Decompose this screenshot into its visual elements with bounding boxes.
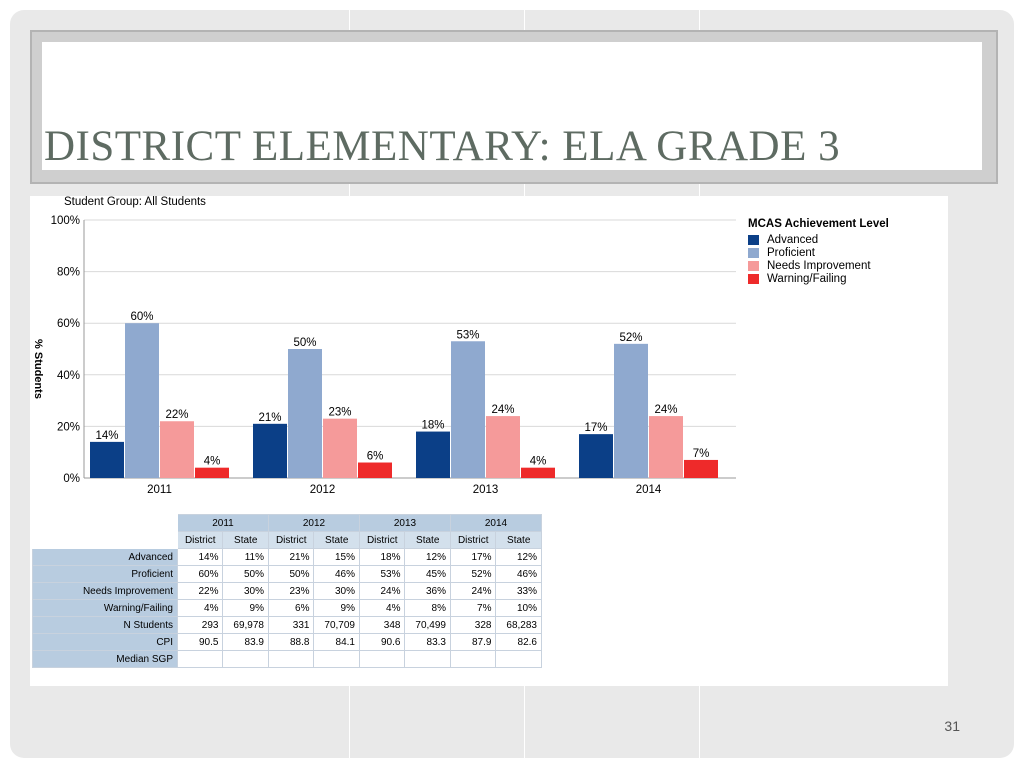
column-subheader: State bbox=[314, 532, 360, 549]
bar-warning-failing bbox=[684, 460, 718, 478]
legend-label: Needs Improvement bbox=[767, 259, 871, 272]
row-header: Median SGP bbox=[33, 651, 178, 668]
slide-title: DISTRICT ELEMENTARY: ELA GRADE 3 bbox=[44, 123, 841, 170]
data-label: 24% bbox=[491, 404, 515, 417]
legend-item bbox=[748, 233, 889, 246]
bar-advanced bbox=[90, 442, 124, 478]
row-header: CPI bbox=[33, 634, 178, 651]
table-cell: 46% bbox=[314, 566, 360, 583]
bar-needs-improvement bbox=[649, 416, 683, 478]
data-label: 7% bbox=[692, 447, 710, 460]
column-subheader: District bbox=[269, 532, 314, 549]
table-cell: 6% bbox=[269, 600, 314, 617]
column-subheader: State bbox=[405, 532, 451, 549]
table-cell: 17% bbox=[451, 549, 496, 566]
table-cell: 21% bbox=[269, 549, 314, 566]
table-cell: 60% bbox=[178, 566, 223, 583]
legend-swatch bbox=[748, 261, 759, 271]
column-subheader: District bbox=[360, 532, 405, 549]
table-cell bbox=[178, 651, 223, 668]
table-cell: 14% bbox=[178, 549, 223, 566]
table-cell: 84.1 bbox=[314, 634, 360, 651]
data-label: 4% bbox=[203, 455, 221, 468]
table-cell: 33% bbox=[496, 583, 542, 600]
table-cell: 70,499 bbox=[405, 617, 451, 634]
table-corner bbox=[33, 515, 178, 532]
bar-needs-improvement bbox=[160, 421, 194, 478]
table-cell: 4% bbox=[178, 600, 223, 617]
table-cell: 83.9 bbox=[223, 634, 269, 651]
table-cell: 24% bbox=[360, 583, 405, 600]
year-header: 2013 bbox=[360, 515, 451, 532]
y-tick-label: 80% bbox=[56, 266, 80, 279]
row-header: Proficient bbox=[33, 566, 178, 583]
table-cell bbox=[496, 651, 542, 668]
table-cell: 9% bbox=[223, 600, 269, 617]
bar-needs-improvement bbox=[486, 416, 520, 478]
table-cell: 36% bbox=[405, 583, 451, 600]
table-cell: 12% bbox=[496, 549, 542, 566]
table-cell: 8% bbox=[405, 600, 451, 617]
table-cell: 90.6 bbox=[360, 634, 405, 651]
row-header: Needs Improvement bbox=[33, 583, 178, 600]
year-header: 2011 bbox=[178, 515, 269, 532]
data-label: 4% bbox=[529, 455, 547, 468]
data-label: 23% bbox=[328, 406, 352, 419]
table-cell: 7% bbox=[451, 600, 496, 617]
table-cell: 88.8 bbox=[269, 634, 314, 651]
chart-panel bbox=[30, 196, 948, 686]
table-cell: 53% bbox=[360, 566, 405, 583]
slide bbox=[10, 10, 1014, 758]
legend-title: MCAS Achievement Level bbox=[748, 218, 889, 230]
table-cell: 45% bbox=[405, 566, 451, 583]
bar-warning-failing bbox=[195, 468, 229, 478]
y-tick-label: 0% bbox=[63, 473, 80, 485]
table-corner bbox=[33, 532, 178, 549]
y-tick-label: 20% bbox=[56, 421, 80, 434]
bar-proficient bbox=[451, 341, 485, 478]
data-label: 22% bbox=[165, 409, 189, 422]
table-cell: 10% bbox=[496, 600, 542, 617]
table-cell: 50% bbox=[223, 566, 269, 583]
table-cell: 69,978 bbox=[223, 617, 269, 634]
bar-chart bbox=[30, 196, 748, 508]
table-cell: 68,283 bbox=[496, 617, 542, 634]
bar-warning-failing bbox=[358, 463, 392, 478]
y-tick-label: 60% bbox=[56, 318, 80, 331]
table-cell: 82.6 bbox=[496, 634, 542, 651]
legend-label: Warning/Failing bbox=[767, 272, 847, 285]
table-row bbox=[33, 600, 542, 617]
table-cell: 90.5 bbox=[178, 634, 223, 651]
legend-item bbox=[748, 259, 889, 272]
data-label: 52% bbox=[619, 331, 643, 344]
table-cell: 52% bbox=[451, 566, 496, 583]
legend-item bbox=[748, 246, 889, 259]
x-tick-label: 2012 bbox=[309, 484, 336, 496]
chart-subtitle: Student Group: All Students bbox=[64, 196, 206, 208]
y-tick-label: 40% bbox=[56, 369, 80, 382]
bar-needs-improvement bbox=[323, 419, 357, 478]
data-label: 50% bbox=[293, 337, 317, 349]
table-cell: 4% bbox=[360, 600, 405, 617]
table-cell bbox=[451, 651, 496, 668]
data-label: 18% bbox=[421, 419, 445, 432]
table-cell: 9% bbox=[314, 600, 360, 617]
legend-swatch bbox=[748, 235, 759, 245]
column-subheader: District bbox=[178, 532, 223, 549]
table-row bbox=[33, 634, 542, 651]
bar-advanced bbox=[253, 424, 287, 478]
table-cell: 15% bbox=[314, 549, 360, 566]
data-label: 21% bbox=[258, 411, 282, 424]
row-header: Advanced bbox=[33, 549, 178, 566]
legend-item bbox=[748, 272, 889, 285]
data-label: 17% bbox=[584, 422, 608, 435]
table-row bbox=[33, 617, 542, 634]
table-header-row bbox=[33, 515, 542, 532]
bar-proficient bbox=[614, 344, 648, 478]
chart-legend bbox=[748, 218, 889, 285]
table-cell: 348 bbox=[360, 617, 405, 634]
results-table bbox=[32, 514, 542, 668]
column-subheader: State bbox=[223, 532, 269, 549]
legend-label: Advanced bbox=[767, 233, 819, 246]
table-cell: 87.9 bbox=[451, 634, 496, 651]
table-cell: 12% bbox=[405, 549, 451, 566]
bar-advanced bbox=[416, 432, 450, 478]
bar-proficient bbox=[125, 323, 159, 478]
column-subheader: District bbox=[451, 532, 496, 549]
column-subheader: State bbox=[496, 532, 542, 549]
data-label: 60% bbox=[130, 311, 154, 324]
bar-proficient bbox=[288, 349, 322, 478]
table-cell bbox=[314, 651, 360, 668]
table-row bbox=[33, 651, 542, 668]
data-label: 6% bbox=[366, 450, 384, 463]
table-cell: 11% bbox=[223, 549, 269, 566]
table-cell: 293 bbox=[178, 617, 223, 634]
data-label: 14% bbox=[95, 429, 119, 442]
table-cell: 50% bbox=[269, 566, 314, 583]
x-tick-label: 2011 bbox=[147, 484, 172, 496]
table-cell: 22% bbox=[178, 583, 223, 600]
table-cell bbox=[360, 651, 405, 668]
table-row bbox=[33, 549, 542, 566]
data-label: 53% bbox=[456, 329, 480, 342]
title-frame bbox=[30, 30, 998, 184]
row-header: Warning/Failing bbox=[33, 600, 178, 617]
table-cell: 328 bbox=[451, 617, 496, 634]
table-cell: 23% bbox=[269, 583, 314, 600]
table-cell: 30% bbox=[223, 583, 269, 600]
table-cell: 18% bbox=[360, 549, 405, 566]
x-tick-label: 2014 bbox=[635, 484, 662, 496]
table-cell: 83.3 bbox=[405, 634, 451, 651]
table-cell: 70,709 bbox=[314, 617, 360, 634]
y-tick-label: 100% bbox=[50, 215, 80, 227]
year-header: 2014 bbox=[451, 515, 542, 532]
table-row bbox=[33, 583, 542, 600]
x-tick-label: 2013 bbox=[472, 484, 499, 496]
bar-warning-failing bbox=[521, 468, 555, 478]
table-cell: 331 bbox=[269, 617, 314, 634]
table-row bbox=[33, 566, 542, 583]
data-label: 24% bbox=[654, 404, 678, 417]
table-cell bbox=[405, 651, 451, 668]
legend-swatch bbox=[748, 274, 759, 284]
row-header: N Students bbox=[33, 617, 178, 634]
table-subheader-row bbox=[33, 532, 542, 549]
table-cell: 24% bbox=[451, 583, 496, 600]
y-axis-label: % Students bbox=[32, 339, 44, 399]
table-cell: 46% bbox=[496, 566, 542, 583]
table-cell: 30% bbox=[314, 583, 360, 600]
table-cell bbox=[269, 651, 314, 668]
table-cell bbox=[223, 651, 269, 668]
bar-advanced bbox=[579, 434, 613, 478]
legend-swatch bbox=[748, 248, 759, 258]
legend-label: Proficient bbox=[767, 246, 815, 259]
page-number: 31 bbox=[944, 718, 960, 734]
year-header: 2012 bbox=[269, 515, 360, 532]
